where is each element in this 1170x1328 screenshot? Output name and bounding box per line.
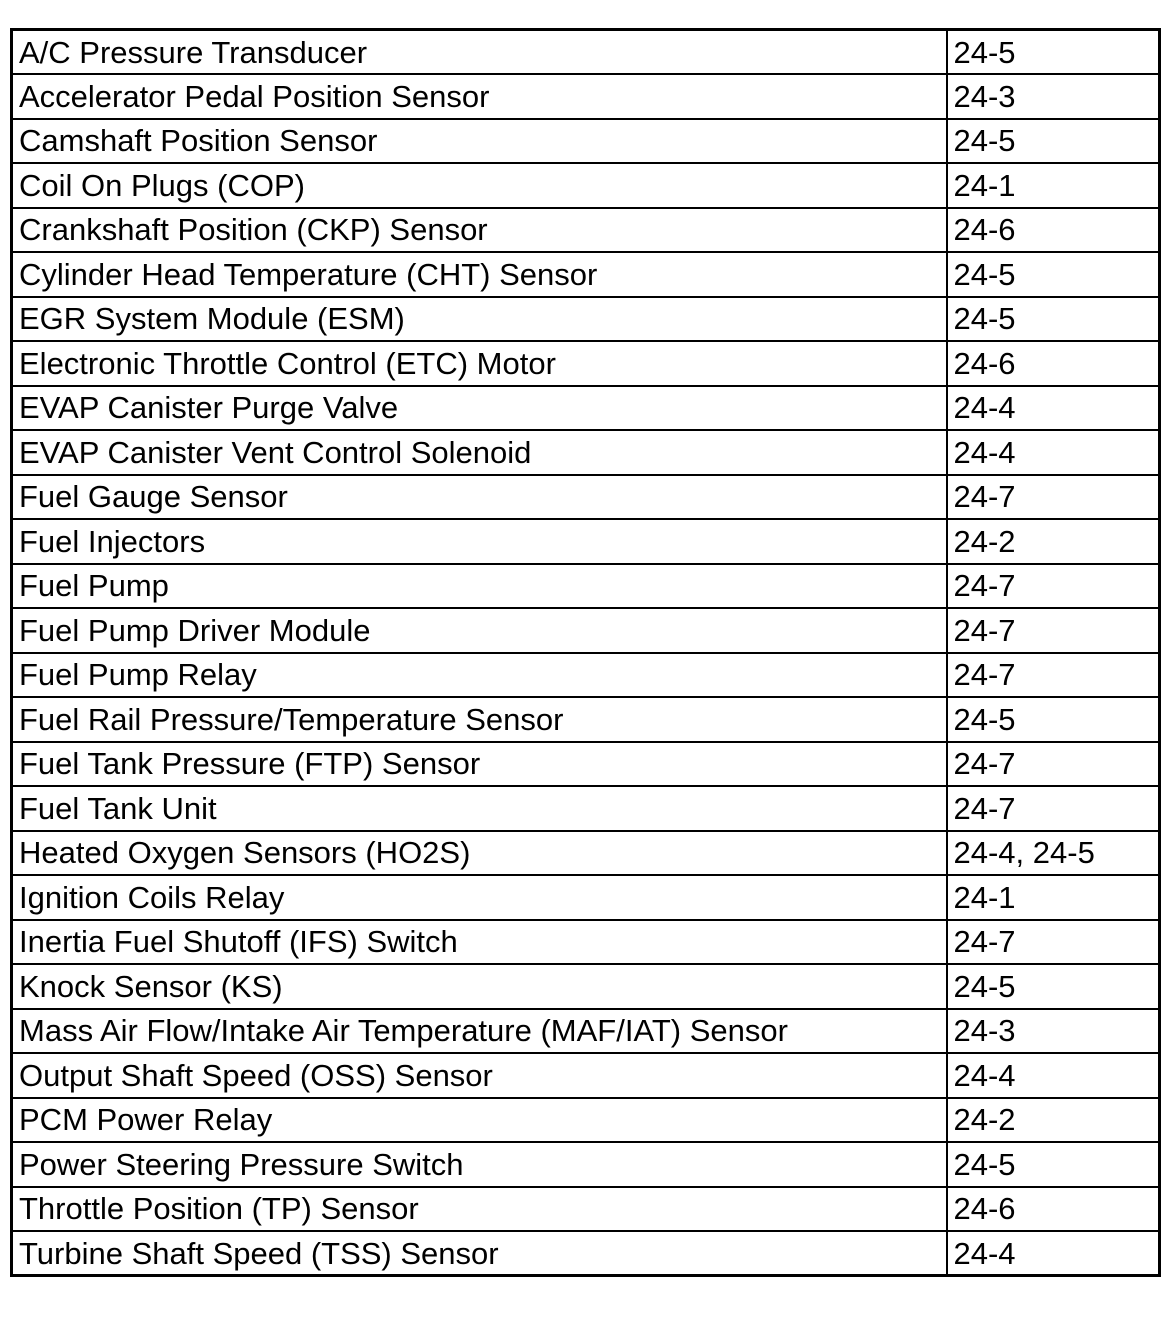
table-row (12, 920, 1160, 965)
page-reference-cell: 24-5 (947, 964, 1160, 1009)
page-reference-cell: 24-7 (947, 786, 1160, 831)
page-reference-cell: 24-7 (947, 564, 1160, 609)
table-row (12, 1098, 1160, 1143)
component-name-cell: Fuel Rail Pressure/Temperature Sensor (12, 697, 947, 742)
component-name-cell: Electronic Throttle Control (ETC) Motor (12, 341, 947, 386)
component-name-cell: Fuel Tank Unit (12, 786, 947, 831)
component-name-cell: Fuel Tank Pressure (FTP) Sensor (12, 742, 947, 787)
page-reference-cell: 24-6 (947, 208, 1160, 253)
component-name-cell: EGR System Module (ESM) (12, 297, 947, 342)
page-reference-cell: 24-5 (947, 1142, 1160, 1187)
page-reference-cell: 24-3 (947, 1009, 1160, 1054)
table-row (12, 742, 1160, 787)
page-reference-cell: 24-6 (947, 341, 1160, 386)
table-row (12, 386, 1160, 431)
table-row (12, 1142, 1160, 1187)
table-row (12, 786, 1160, 831)
page-reference-cell: 24-2 (947, 519, 1160, 564)
table-row (12, 1053, 1160, 1098)
page-reference-cell: 24-4 (947, 386, 1160, 431)
component-name-cell: Fuel Pump (12, 564, 947, 609)
component-name-cell: Throttle Position (TP) Sensor (12, 1187, 947, 1232)
table-row (12, 475, 1160, 520)
table-body (12, 30, 1160, 1276)
component-name-cell: Camshaft Position Sensor (12, 119, 947, 164)
component-name-cell: PCM Power Relay (12, 1098, 947, 1143)
component-name-cell: Heated Oxygen Sensors (HO2S) (12, 831, 947, 876)
table-row (12, 697, 1160, 742)
page-reference-cell: 24-1 (947, 163, 1160, 208)
table-row (12, 964, 1160, 1009)
component-name-cell: Knock Sensor (KS) (12, 964, 947, 1009)
page-reference-cell: 24-4 (947, 1053, 1160, 1098)
component-name-cell: Turbine Shaft Speed (TSS) Sensor (12, 1231, 947, 1276)
component-name-cell: Power Steering Pressure Switch (12, 1142, 947, 1187)
component-name-cell: Accelerator Pedal Position Sensor (12, 74, 947, 119)
page-reference-cell: 24-7 (947, 920, 1160, 965)
component-name-cell: Output Shaft Speed (OSS) Sensor (12, 1053, 947, 1098)
table-row (12, 252, 1160, 297)
page-reference-cell: 24-5 (947, 252, 1160, 297)
page-reference-cell: 24-4 (947, 430, 1160, 475)
table-row (12, 1187, 1160, 1232)
page-reference-cell: 24-4, 24-5 (947, 831, 1160, 876)
page-reference-cell: 24-7 (947, 608, 1160, 653)
page-reference-cell: 24-3 (947, 74, 1160, 119)
table-row (12, 564, 1160, 609)
page-reference-cell: 24-2 (947, 1098, 1160, 1143)
component-name-cell: Inertia Fuel Shutoff (IFS) Switch (12, 920, 947, 965)
page-reference-cell: 24-5 (947, 697, 1160, 742)
table-row (12, 74, 1160, 119)
component-name-cell: Crankshaft Position (CKP) Sensor (12, 208, 947, 253)
table-row (12, 608, 1160, 653)
table-row (12, 30, 1160, 75)
table-row (12, 1231, 1160, 1276)
table-row (12, 831, 1160, 876)
table-row (12, 163, 1160, 208)
page-reference-cell: 24-1 (947, 875, 1160, 920)
component-name-cell: Fuel Pump Driver Module (12, 608, 947, 653)
component-name-cell: Ignition Coils Relay (12, 875, 947, 920)
table-row (12, 208, 1160, 253)
table-row (12, 297, 1160, 342)
component-name-cell: Mass Air Flow/Intake Air Temperature (MAF/IAT) Sensor (12, 1009, 947, 1054)
page-reference-cell: 24-7 (947, 742, 1160, 787)
component-name-cell: EVAP Canister Vent Control Solenoid (12, 430, 947, 475)
table-row (12, 875, 1160, 920)
component-name-cell: Fuel Gauge Sensor (12, 475, 947, 520)
page-reference-cell: 24-6 (947, 1187, 1160, 1232)
component-name-cell: A/C Pressure Transducer (12, 30, 947, 75)
component-name-cell: Cylinder Head Temperature (CHT) Sensor (12, 252, 947, 297)
table-row (12, 519, 1160, 564)
component-location-table (10, 28, 1161, 1277)
page-reference-cell: 24-7 (947, 475, 1160, 520)
page-reference-cell: 24-5 (947, 119, 1160, 164)
page-reference-cell: 24-5 (947, 30, 1160, 75)
table-row (12, 119, 1160, 164)
component-name-cell: Fuel Pump Relay (12, 653, 947, 698)
page-reference-cell: 24-4 (947, 1231, 1160, 1276)
table-row (12, 430, 1160, 475)
table-row (12, 653, 1160, 698)
component-name-cell: EVAP Canister Purge Valve (12, 386, 947, 431)
table-row (12, 341, 1160, 386)
table-row (12, 1009, 1160, 1054)
component-name-cell: Coil On Plugs (COP) (12, 163, 947, 208)
component-name-cell: Fuel Injectors (12, 519, 947, 564)
page-reference-cell: 24-7 (947, 653, 1160, 698)
page-reference-cell: 24-5 (947, 297, 1160, 342)
